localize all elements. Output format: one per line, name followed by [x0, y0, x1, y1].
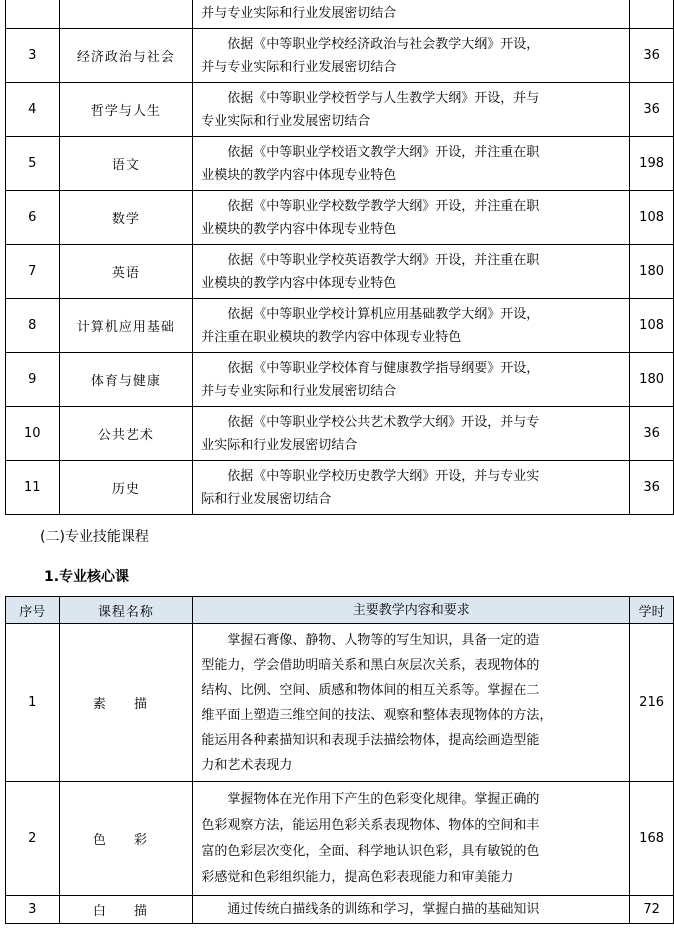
req-line: 业实际和行业发展密切结合 [201, 437, 358, 453]
req-line: 维平面上塑造三维空间的技法、观察和整体表现物体的方法， [201, 707, 553, 723]
req-line: 力和艺术表现力 [201, 757, 293, 773]
header-name: 课程名称 [59, 597, 193, 624]
table-row [6, 896, 674, 924]
cell-no [6, 0, 60, 29]
req-line: 依据《中等职业学校经济政治与社会教学大纲》开设， [227, 36, 540, 52]
cell-hours: 216 [630, 624, 674, 782]
cell-hours: 36 [630, 83, 674, 137]
cell-req [193, 137, 630, 191]
cell-no: 9 [6, 353, 60, 407]
cell-name: 哲学与人生 [59, 83, 193, 137]
cell-no: 10 [6, 407, 60, 461]
cell-req [193, 245, 630, 299]
table-row [6, 407, 674, 461]
table-row [6, 299, 674, 353]
cell-req [193, 782, 630, 896]
cell-no: 7 [6, 245, 60, 299]
cell-name: 历史 [59, 461, 193, 515]
cell-req [193, 299, 630, 353]
cell-name: 数学 [59, 191, 193, 245]
table-row [6, 191, 674, 245]
cell-req [193, 83, 630, 137]
cell-req [193, 29, 630, 83]
cell-no: 6 [6, 191, 60, 245]
core-courses-table [5, 596, 674, 924]
cell-hours: 108 [630, 191, 674, 245]
table-header-row [6, 597, 674, 624]
cell-req [193, 353, 630, 407]
req-line: 并与专业实际和行业发展密切结合 [201, 59, 397, 75]
req-line: 型能力，学会借助明暗关系和黑白灰层次关系，表现物体的 [201, 657, 540, 673]
general-courses-table [5, 0, 674, 515]
cell-name: 语文 [59, 137, 193, 191]
req-line: 能运用各种素描知识和表现手法描绘物体，提高绘画造型能 [201, 732, 540, 748]
req-line: 结构、比例、空间、质感和物体间的相互关系等。掌握在二 [201, 682, 540, 698]
subsection-title: 1.专业核心课 [44, 569, 130, 585]
cell-no: 3 [6, 29, 60, 83]
req-line: 业模块的教学内容中体现专业特色 [201, 275, 397, 291]
table-row [6, 83, 674, 137]
req-line: 色彩观察方法，能运用色彩关系表现物体、物体的空间和丰 [201, 817, 540, 833]
header-no: 序号 [6, 597, 60, 624]
req-line: 通过传统白描线条的训练和学习，掌握白描的基础知识 [227, 902, 540, 917]
req-line: 掌握石膏像、静物、人物等的写生知识，具备一定的造 [227, 632, 540, 648]
req-line: 并注重在职业模块的教学内容中体现专业特色 [201, 329, 462, 345]
req-line: 掌握物体在光作用下产生的色彩变化规律。掌握正确的 [227, 791, 540, 807]
cell-hours: 36 [630, 29, 674, 83]
table-row [6, 624, 674, 782]
req-line: 际和行业发展密切结合 [201, 491, 332, 507]
req-line: 依据《中等职业学校体育与健康教学指导纲要》开设， [227, 360, 540, 376]
cell-req [193, 461, 630, 515]
req-line: 业模块的教学内容中体现专业特色 [201, 221, 397, 237]
table-row [6, 353, 674, 407]
cell-hours [630, 0, 674, 29]
table-row [6, 137, 674, 191]
req-line: 富的色彩层次变化，全面、科学地认识色彩，具有敏锐的色 [201, 843, 540, 859]
cell-no: 11 [6, 461, 60, 515]
req-line: 业模块的教学内容中体现专业特色 [201, 167, 397, 183]
table-row [6, 782, 674, 896]
header-req: 主要教学内容和要求 [193, 597, 630, 624]
cell-name: 经济政治与社会 [59, 29, 193, 83]
req-line: 依据《中等职业学校数学教学大纲》开设，并注重在职 [227, 198, 540, 214]
req-line: 依据《中等职业学校公共艺术教学大纲》开设，并与专 [227, 414, 540, 430]
cell-name: 体育与健康 [59, 353, 193, 407]
cell-no: 5 [6, 137, 60, 191]
req-line: 彩感觉和色彩组织能力，提高色彩表现能力和审美能力 [201, 869, 514, 885]
cell-name: 公共艺术 [59, 407, 193, 461]
cell-no: 4 [6, 83, 60, 137]
cell-req [193, 407, 630, 461]
cell-no: 2 [6, 782, 60, 896]
section-title: (二)专业技能课程 [40, 529, 149, 545]
cell-req [193, 191, 630, 245]
cell-hours: 180 [630, 245, 674, 299]
cell-name [59, 0, 193, 29]
cell-name: 计算机应用基础 [59, 299, 193, 353]
req-line: 依据《中等职业学校历史教学大纲》开设，并与专业实 [227, 468, 540, 484]
req-text: 并与专业实际和行业发展密切结合 [201, 6, 397, 21]
table-row [6, 29, 674, 83]
cell-hours: 168 [630, 782, 674, 896]
header-hours: 学时 [630, 597, 674, 624]
cell-req [193, 624, 630, 782]
cell-hours: 72 [630, 896, 674, 924]
cell-no: 1 [6, 624, 60, 782]
table-row [6, 0, 674, 29]
cell-req [193, 896, 630, 924]
req-line: 并与专业实际和行业发展密切结合 [201, 383, 397, 399]
cell-name: 白 描 [59, 896, 193, 924]
cell-hours: 108 [630, 299, 674, 353]
cell-name: 素 描 [59, 624, 193, 782]
cell-hours: 36 [630, 461, 674, 515]
cell-hours: 180 [630, 353, 674, 407]
cell-hours: 198 [630, 137, 674, 191]
req-line: 依据《中等职业学校哲学与人生教学大纲》开设，并与 [227, 90, 540, 106]
table-row [6, 245, 674, 299]
cell-no: 8 [6, 299, 60, 353]
cell-name: 英语 [59, 245, 193, 299]
req-line: 专业实际和行业发展密切结合 [201, 113, 371, 129]
cell-no: 3 [6, 896, 60, 924]
req-line: 依据《中等职业学校英语教学大纲》开设，并注重在职 [227, 252, 540, 268]
req-line: 依据《中等职业学校计算机应用基础教学大纲》开设， [227, 306, 540, 322]
table-row [6, 461, 674, 515]
cell-req [193, 0, 630, 29]
cell-name: 色 彩 [59, 782, 193, 896]
cell-hours: 36 [630, 407, 674, 461]
req-line: 依据《中等职业学校语文教学大纲》开设，并注重在职 [227, 144, 540, 160]
